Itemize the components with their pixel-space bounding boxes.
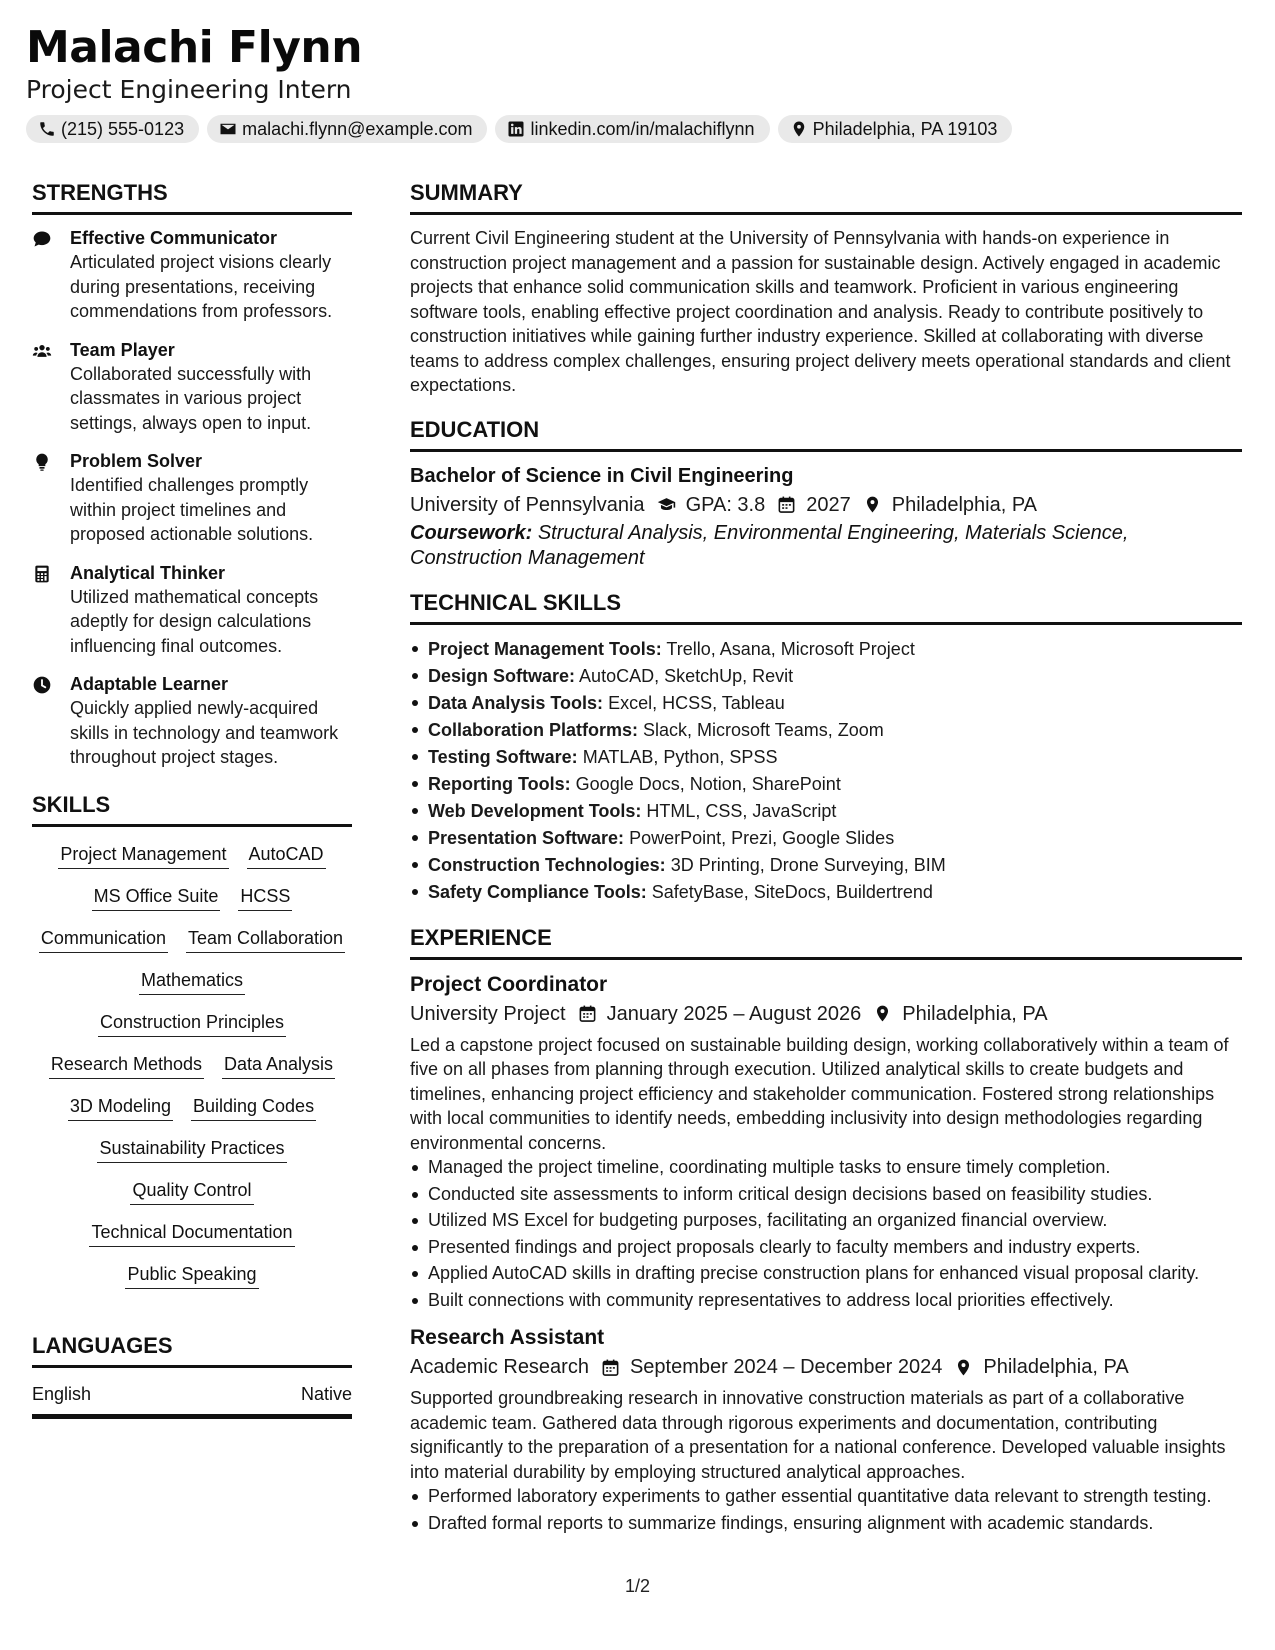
users-icon	[32, 341, 52, 361]
skill-category: Design Software:	[428, 665, 576, 686]
technical-skills-section	[410, 588, 1242, 906]
job-entry	[410, 971, 1242, 1313]
linkedin-contact[interactable]	[495, 115, 769, 143]
technical-skills-heading: TECHNICAL SKILLS	[410, 588, 1242, 625]
calendar-icon	[777, 495, 796, 514]
technical-skills-list	[410, 636, 1242, 906]
skill-category: Collaboration Platforms:	[428, 719, 639, 740]
graduation-year: 2027	[806, 493, 851, 516]
skill-category: Construction Technologies:	[428, 854, 666, 875]
email-contact[interactable]	[207, 115, 487, 143]
list-item	[410, 717, 1242, 744]
job-title: Project Coordinator	[410, 972, 608, 996]
strength-item	[32, 338, 352, 436]
list-item: Conducted site assessments to inform critical design decisions based on feasibility studies.	[410, 1182, 1242, 1207]
job-summary: Led a capstone project focused on sustainable building design, working collaboratively within a team of five on all phases from planning through execution. Utilized analytical skills to create budgets and timelines, enhancing project efficiency and stakeholder communication. Fostered strong relationships with local communities to identify needs, embedding inclusivity into design methodologies regarding environmental concerns.	[410, 1034, 1229, 1153]
strength-desc: Quickly applied newly-acquired skills in technology and teamwork throughout project stages.	[70, 698, 339, 767]
clock-icon	[32, 675, 52, 695]
phone-icon	[38, 120, 56, 138]
list-item	[410, 798, 1242, 825]
strengths-heading: STRENGTHS	[32, 178, 352, 215]
list-item	[410, 744, 1242, 771]
strength-item	[32, 561, 352, 659]
language-row	[32, 1382, 352, 1419]
skill-category: Data Analysis Tools:	[428, 692, 604, 713]
skill-chip: Mathematics	[139, 968, 245, 995]
coursework-list: Structural Analysis, Environmental Engineering, Materials Science, Construction Management	[410, 521, 1129, 569]
skill-values: MATLAB, Python, SPSS	[582, 746, 778, 767]
list-item: Managed the project timeline, coordinating multiple tasks to ensure timely completion.	[410, 1155, 1242, 1180]
list-item	[410, 636, 1242, 663]
right-column	[410, 178, 1242, 1552]
graduation-cap-icon	[657, 495, 676, 514]
job-dates: September 2024 – December 2024	[629, 1356, 943, 1378]
list-item	[410, 879, 1242, 906]
skill-chip: Building Codes	[191, 1094, 316, 1121]
coursework-label: Coursework:	[410, 521, 533, 544]
job-entry	[410, 1324, 1242, 1535]
map-pin-icon	[954, 1358, 973, 1377]
strength-title: Adaptable Learner	[70, 674, 229, 694]
list-item	[410, 690, 1242, 717]
language-level: Native	[300, 1383, 352, 1404]
list-item	[410, 825, 1242, 852]
job-title: Research Assistant	[410, 1326, 605, 1349]
list-item: Presented findings and project proposals clearly to faculty members and industry experts.	[410, 1235, 1242, 1260]
skill-chip: Data Analysis	[222, 1052, 335, 1079]
skill-chip: MS Office Suite	[92, 884, 221, 911]
job-meta	[410, 1352, 1242, 1382]
job-dates: January 2025 – August 2026	[606, 1002, 862, 1025]
job-bullets	[410, 1155, 1242, 1312]
skill-chip: Technical Documentation	[89, 1220, 294, 1247]
list-item: Drafted formal reports to summarize findings, ensuring alignment with academic standards.	[410, 1511, 1242, 1536]
strength-title: Team Player	[70, 339, 175, 360]
candidate-title: Project Engineering Intern	[26, 75, 352, 104]
strength-item	[32, 672, 352, 770]
job-location: Philadelphia, PA	[902, 1002, 1048, 1025]
experience-section	[410, 923, 1242, 1536]
skill-values: 3D Printing, Drone Surveying, BIM	[670, 854, 946, 875]
page-number: 1/2	[624, 1576, 651, 1596]
linkedin-icon	[507, 120, 525, 138]
strength-desc: Identified challenges promptly within project timelines and proposed actionable solutions.	[70, 475, 314, 544]
strength-title: Problem Solver	[70, 451, 203, 471]
calendar-icon	[601, 1358, 620, 1377]
list-item: Applied AutoCAD skills in drafting precise construction plans for enhanced visual proposal clarity.	[410, 1261, 1242, 1286]
candidate-name: Malachi Flynn	[26, 22, 363, 73]
education-location: Philadelphia, PA	[891, 493, 1038, 516]
skill-category: Web Development Tools:	[428, 800, 642, 821]
skill-category: Reporting Tools:	[428, 773, 571, 794]
strength-title: Effective Communicator	[70, 228, 278, 248]
linkedin-text: linkedin.com/in/malachiflynn	[530, 118, 755, 139]
list-item	[410, 663, 1242, 690]
calendar-icon	[578, 1004, 597, 1023]
skill-values: HTML, CSS, JavaScript	[646, 800, 837, 821]
location-text: Philadelphia, PA 19103	[812, 118, 998, 139]
skill-category: Project Management Tools:	[428, 638, 662, 659]
strength-desc: Utilized mathematical concepts adeptly for design calculations influencing final outcomes.	[70, 586, 319, 656]
contact-bar	[26, 115, 1256, 143]
left-column	[32, 178, 352, 1419]
skill-values: AutoCAD, SketchUp, Revit	[579, 665, 794, 686]
language-name: English	[32, 1383, 92, 1404]
list-item: Built connections with community representatives to address local priorities effectively.	[410, 1288, 1242, 1313]
location-contact	[778, 115, 1013, 143]
skill-chip: Public Speaking	[125, 1262, 258, 1289]
job-org: University Project	[410, 1002, 566, 1025]
skill-category: Safety Compliance Tools:	[428, 881, 647, 902]
skill-chip: AutoCAD	[247, 842, 326, 869]
job-org: Academic Research	[410, 1356, 589, 1378]
strength-title: Analytical Thinker	[70, 562, 226, 583]
skills-heading: SKILLS	[32, 790, 352, 827]
list-item: Utilized MS Excel for budgeting purposes, facilitating an organized financial overview.	[410, 1208, 1242, 1233]
coursework	[410, 521, 1242, 571]
skill-chip: 3D Modeling	[68, 1094, 173, 1121]
job-summary: Supported groundbreaking research in innovative construction materials as part of a collaborative academic team. Gathered data through rigorous experiments and documentation, contributing significantly to the preparation of a presentation for a national conference. Developed valuable insights into material durability by employing structured analytical approaches.	[410, 1388, 1226, 1482]
degree-title: Bachelor of Science in Civil Engineering	[410, 464, 794, 487]
lightbulb-icon	[32, 452, 52, 472]
skill-values: PowerPoint, Prezi, Google Slides	[629, 827, 895, 848]
map-pin-icon	[863, 495, 882, 514]
map-pin-icon	[873, 1004, 892, 1023]
strength-item	[32, 226, 352, 324]
skill-chip: Construction Principles	[98, 1010, 286, 1037]
strength-desc: Articulated project visions clearly during presentations, receiving commendations from professors.	[70, 252, 333, 321]
skill-chip: HCSS	[238, 884, 292, 911]
job-bullets	[410, 1484, 1242, 1535]
skill-chip: Sustainability Practices	[97, 1136, 286, 1163]
resume-header	[26, 22, 1256, 143]
skill-values: Google Docs, Notion, SharePoint	[575, 773, 841, 794]
education-section	[410, 415, 1242, 571]
skill-values: Trello, Asana, Microsoft Project	[666, 638, 915, 659]
job-meta	[410, 999, 1242, 1029]
skill-values: Excel, HCSS, Tableau	[608, 692, 785, 713]
job-location: Philadelphia, PA	[983, 1356, 1129, 1378]
strength-desc: Collaborated successfully with classmates in various project settings, always open to input.	[70, 363, 312, 433]
gpa-text: GPA: 3.8	[685, 493, 766, 516]
skill-chip: Communication	[39, 926, 168, 953]
phone-text: (215) 555-0123	[61, 118, 185, 139]
skill-category: Testing Software:	[428, 746, 578, 767]
summary-heading: SUMMARY	[410, 178, 1242, 215]
skill-values: Slack, Microsoft Teams, Zoom	[643, 719, 884, 740]
experience-heading: EXPERIENCE	[410, 923, 1242, 960]
school-name: University of Pennsylvania	[410, 493, 645, 516]
languages-heading: LANGUAGES	[32, 1331, 352, 1368]
skill-chip: Project Management	[58, 842, 228, 869]
summary-section	[410, 178, 1242, 398]
skills-list	[32, 842, 352, 1289]
calculator-icon	[32, 564, 52, 584]
envelope-icon	[219, 120, 237, 138]
education-heading: EDUCATION	[410, 415, 1242, 452]
list-item: Performed laboratory experiments to gather essential quantitative data relevant to strength testing.	[410, 1484, 1242, 1509]
map-pin-icon	[790, 120, 808, 138]
skill-category: Presentation Software:	[428, 827, 625, 848]
skill-chip: Quality Control	[130, 1178, 253, 1205]
skill-chip: Team Collaboration	[186, 926, 345, 953]
phone-contact[interactable]	[26, 115, 199, 143]
list-item	[410, 852, 1242, 879]
skill-chip: Research Methods	[49, 1052, 204, 1079]
list-item	[410, 771, 1242, 798]
education-meta	[410, 490, 1242, 520]
strength-item	[32, 449, 352, 547]
email-text: malachi.flynn@example.com	[242, 118, 473, 139]
summary-text: Current Civil Engineering student at the University of Pennsylvania with hands-on experience in construction project management and a passion for sustainable design. Actively engaged in academic projects that enhance solid communication skills and teamwork. Proficient in various engineering software tools, enabling effective project coordination and analysis. Ready to contribute positively to construction initiatives while gaining further industry experience. Skilled at collaborating with diverse teams to address complex challenges, ensuring project delivery meets operational standards and client expectations.	[410, 228, 1231, 395]
speech-bubble-icon	[32, 229, 52, 249]
skill-values: SafetyBase, SiteDocs, Buildertrend	[651, 881, 933, 902]
